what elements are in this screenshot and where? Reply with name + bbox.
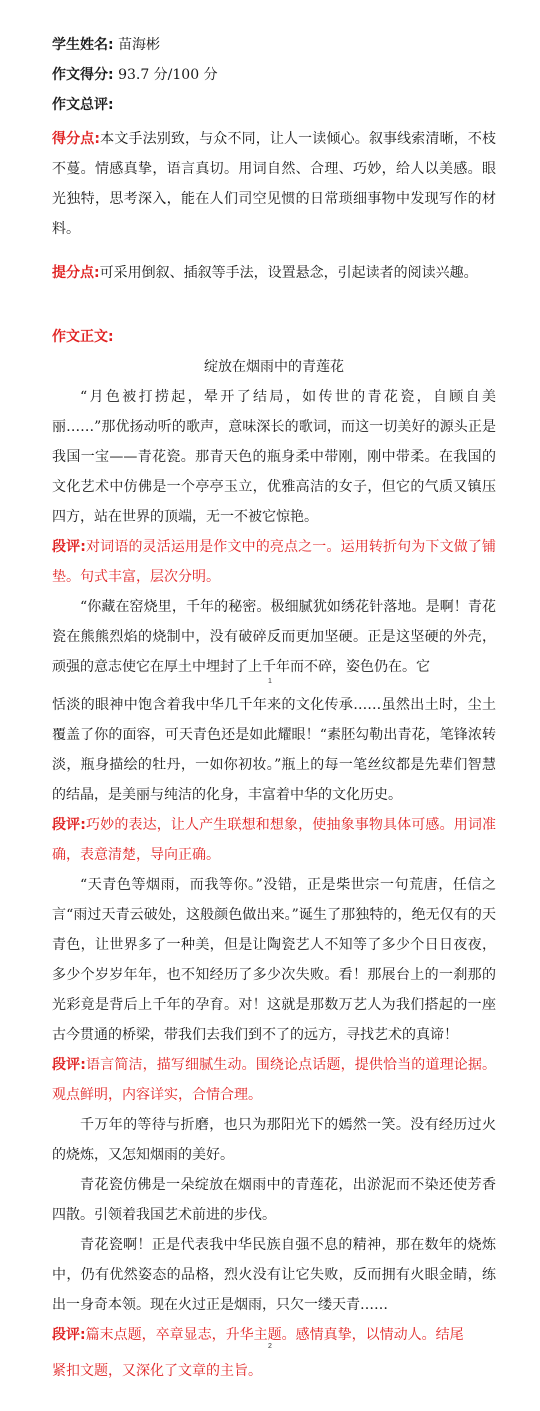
comment-1-label: 段评:: [52, 539, 86, 555]
essay-paragraph-2-part-2: 恬淡的眼神中饱含着我中华几千年来的文化传承……虽然出土时，尘土覆盖了你的面容，可天青色还是如此耀眼！“素胚勾勒出青花，笔锋浓转淡，瓶身描绘的牡丹，一如你初妆。”瓶上的每一笔丝纹都是先辈们智慧的结晶，是美丽与纯洁的化身，丰富着中华的文化历史。: [52, 697, 496, 803]
comment-3-text: 语言简洁，描写细腻生动。围绕论点话题，提供恰当的道理论据。观点鲜明，内容详实，合情合理。: [52, 1057, 496, 1103]
comment-1-text: 对词语的灵活运用是作文中的亮点之一。运用转折句为下文做了铺垫。句式丰富，层次分明。: [52, 539, 496, 585]
essay-section-page-2: [52, 690, 496, 1350]
review-section: [52, 120, 496, 288]
summary-label: 作文总评:: [52, 97, 114, 113]
score-value: 93.7 分/100 分: [118, 67, 218, 83]
essay-title: 绽放在烟雨中的青莲花: [204, 359, 344, 375]
paragraph-comment-2: [52, 810, 496, 870]
essay-paragraph-2-part-1: “你藏在窑烧里，千年的秘密。极细腻犹如绣花针落地。是啊！青花瓷在熊熊烈焰的烧制中，没有破碎反而更加坚硬。正是这坚硬的外壳，顽强的意志使它在厚土中埋封了上千年而不碎，姿色仍在。它: [52, 599, 496, 675]
header-section: [52, 30, 496, 120]
improve-text: 可采用倒叙、插叙等手法，设置悬念，引起读者的阅读兴趣。: [99, 265, 478, 281]
page-number-1: 1: [268, 678, 272, 685]
comment-2-text: 巧妙的表达，让人产生联想和想象，使抽象事物具体可感。用词准确，表意清楚，导向正确。: [52, 817, 496, 863]
comment-4-text-part-1: 篇末点题，卒章显志，升华主题。感情真挚，以情动人。结尾: [85, 1327, 464, 1343]
paragraph-comment-1: [52, 532, 496, 592]
essay-paragraph-3: “天青色等烟雨，而我等你。”没错，正是柴世宗一句荒唐，任信之言“雨过天青云破处，这般颜色做出来。”诞生了那独特的，绝无仅有的天青色，让世界多了一种美，但是让陶瓷艺人不知等了多少个日日夜夜，多少个岁岁年年，也不知经历了多少次失败。看！那展台上的一刹那的光彩竟是背后上千年的孕育。对！这就是那数万艺人为我们搭起的一座古今贯通的桥梁，带我们去我们到不了的远方，寻找艺术的真谛！: [52, 877, 496, 1043]
strengths-label: 得分点:: [52, 131, 101, 147]
student-name-row: [52, 30, 496, 60]
page-number-2: 2: [268, 1343, 272, 1350]
student-name-value: 苗海彬: [118, 37, 161, 53]
comment-3-label: 段评:: [52, 1057, 86, 1073]
score-row: [52, 60, 496, 90]
comment-4-label: 段评:: [52, 1327, 86, 1343]
strengths-paragraph: [52, 124, 496, 244]
essay-paragraph-5: 青花瓷仿佛是一朵绽放在烟雨中的青莲花，出淤泥而不染还使芳香四散。引领着我国艺术前进的步伐。: [52, 1177, 496, 1223]
improve-label: 提分点:: [52, 265, 100, 281]
strengths-text: 本文手法别致，与众不同，让人一读倾心。叙事线索清晰，不枝不蔓。情感真挚，语言真切。用词自然、合理、巧妙，给人以美感。眼光独特，思考深入，能在人们司空见惯的日常琐细事物中发现写作的材料。: [52, 131, 496, 237]
essay-section-page-3: [52, 1356, 496, 1386]
essay-paragraph-6: 青花瓷啊！正是代表我中华民族自强不息的精神，那在数年的烧炼中，仍有优然姿态的品格，烈火没有让它失败，反而拥有火眼金睛，练出一身奇本领。现在火过正是烟雨，只欠一缕天青……: [52, 1237, 496, 1313]
improve-paragraph: [52, 258, 496, 288]
comment-2-label: 段评:: [52, 817, 86, 833]
score-label: 作文得分:: [52, 67, 114, 83]
student-name-label: 学生姓名:: [52, 37, 114, 53]
essay-paragraph-1: “月色被打捞起，晕开了结局，如传世的青花瓷，自顾自美丽……”那优扬动听的歌声，意味深长的歌词，而这一切美好的源头正是我国一宝——青花瓷。那青天色的瓶身柔中带刚，刚中带柔。在我国的文化艺术中仿佛是一个亭亭玉立，优雅高洁的女子，但它的气质又镇压四方，站在世界的顶端，无一不被它惊艳。: [52, 389, 496, 525]
essay-body-label: 作文正文:: [52, 329, 114, 345]
essay-section-page-1: [52, 322, 496, 682]
paragraph-comment-4-part-2: 紧扣文题，又深化了文章的主旨。: [52, 1363, 262, 1379]
essay-paragraph-4: 千万年的等待与折磨，也只为那阳光下的嫣然一笑。没有经历过火的烧炼，又怎知烟雨的美好。: [52, 1117, 496, 1163]
summary-row: [52, 90, 496, 120]
paragraph-comment-3: [52, 1050, 496, 1110]
